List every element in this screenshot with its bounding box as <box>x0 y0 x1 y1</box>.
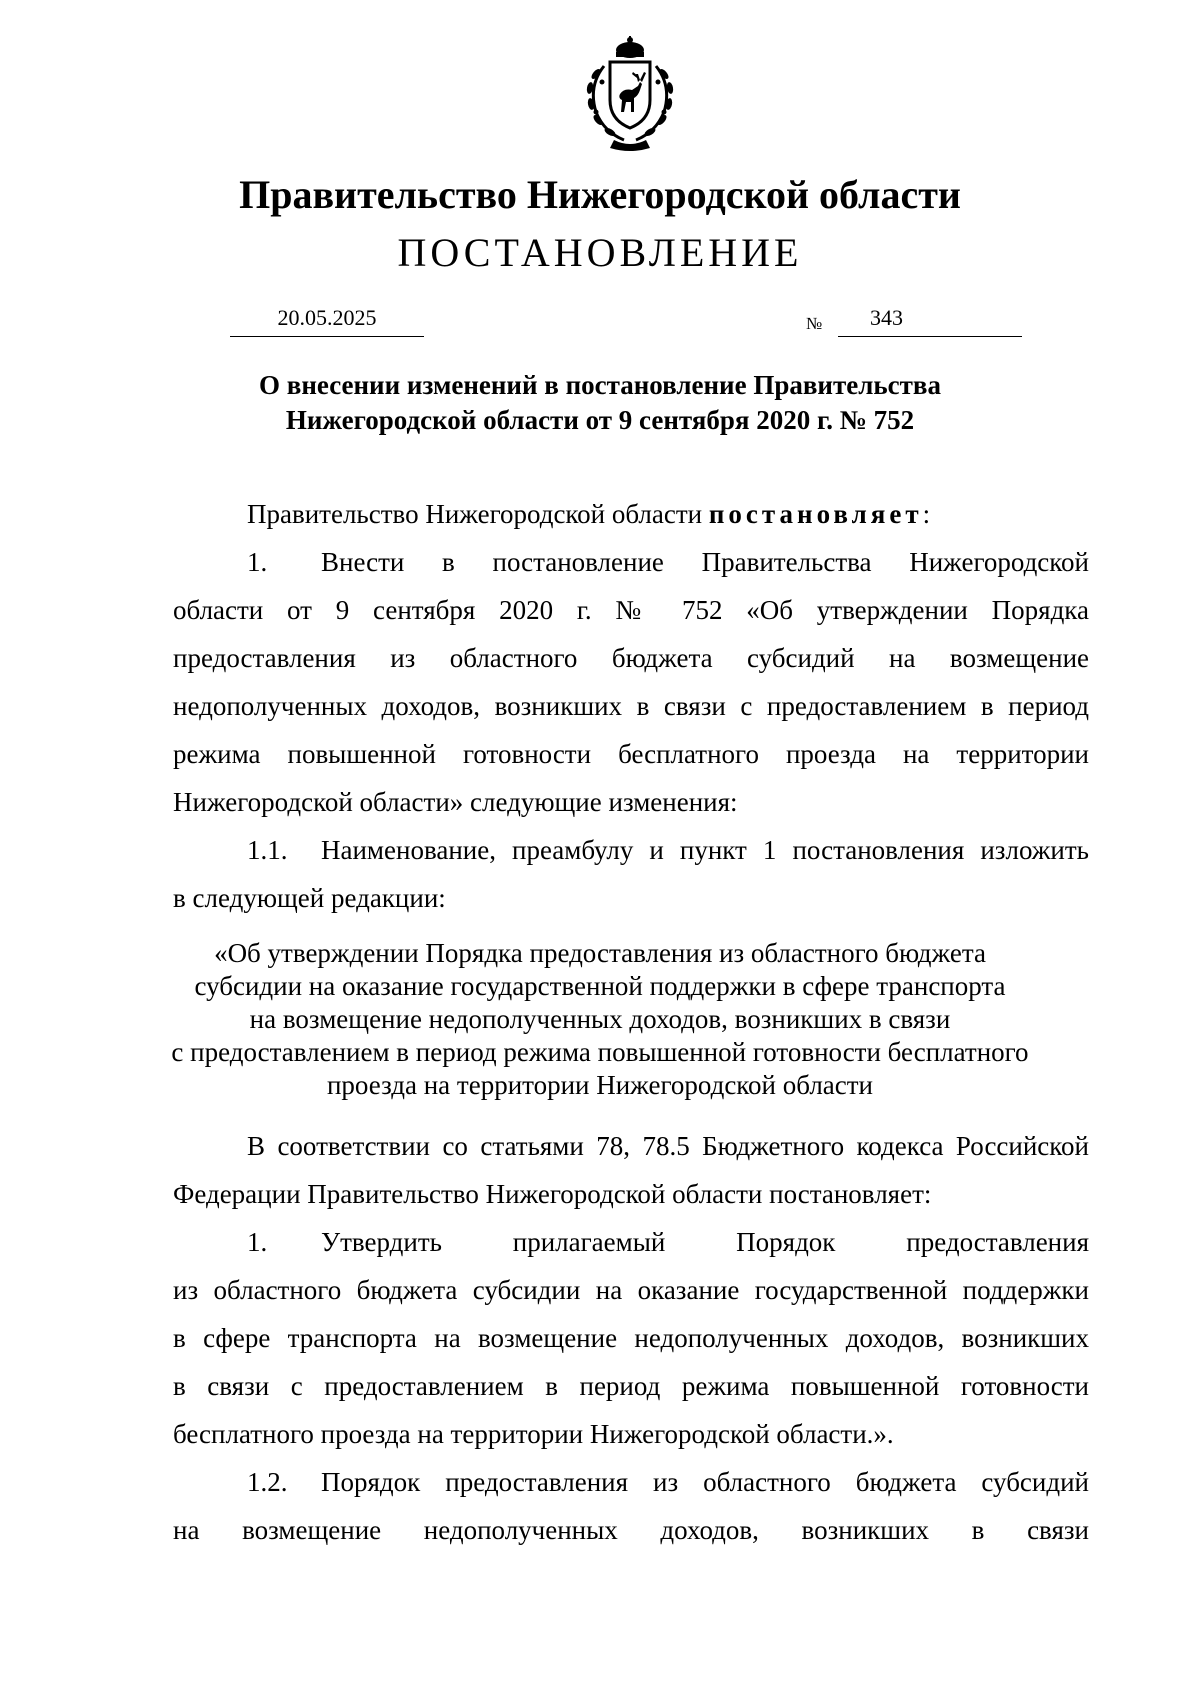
item-1-2-line: на возмещение недополученных доходов, возникших в связи <box>173 1515 1089 1545</box>
coat-of-arms-icon <box>574 36 686 152</box>
item-1-first-line <box>173 538 1089 586</box>
item-number: 1. <box>247 1227 268 1257</box>
item-1-line: Нижегородской области» следующие изменения: <box>173 787 738 817</box>
quoted-item-1-line: бесплатного проезда на территории Нижегородской области.». <box>173 1419 894 1449</box>
preamble-end: : <box>922 499 931 529</box>
preamble-paragraph <box>173 490 1089 538</box>
item-1-2-first-line <box>173 1458 1089 1506</box>
quoted-title-line: проезда на территории Нижегородской области <box>326 1070 874 1100</box>
item-text: Внести в постановление Правительства Нижегородской <box>321 547 1089 577</box>
document-kind: ПОСТАНОВЛЕНИЕ <box>397 230 803 275</box>
document-number: 343 <box>870 305 903 330</box>
decree-word: постановляет <box>708 499 923 529</box>
quoted-title-line: с предоставлением в период режима повышенной готовности бесплатного <box>171 1037 1029 1067</box>
document-date: 20.05.2025 <box>230 304 424 337</box>
government-name: Правительство Нижегородской области <box>239 172 961 217</box>
subject-line: Нижегородской области от 9 сентября 2020 г. № 752 <box>285 405 915 435</box>
quoted-title-line: «Об утверждении Порядка предоставления из областного бюджета <box>214 938 986 968</box>
body-section-top <box>173 490 1089 922</box>
item-1-1-line: в следующей редакции: <box>173 883 446 913</box>
item-text: Порядок предоставления из областного бюджета субсидий <box>321 1467 1089 1497</box>
quoted-title <box>0 937 1200 1102</box>
quoted-item-1-line: в сфере транспорта на возмещение недополученных доходов, возникших <box>173 1323 1089 1353</box>
quoted-item-1-line: из областного бюджета субсидии на оказание государственной поддержки <box>173 1275 1089 1305</box>
item-number: 1.1. <box>247 835 288 865</box>
quoted-item-1-line: в связи с предоставлением в период режима повышенной готовности <box>173 1371 1089 1401</box>
item-number: 1.2. <box>247 1467 288 1497</box>
item-1-1-first-line <box>173 826 1089 874</box>
document-number-field <box>838 304 1022 337</box>
item-1-line: недополученных доходов, возникших в связи с предоставлением в период <box>173 691 1089 721</box>
item-1-line: режима повышенной готовности бесплатного проезда на территории <box>173 739 1089 769</box>
subject-line: О внесении изменений в постановление Правительства <box>259 370 941 400</box>
document-subject <box>0 368 1200 438</box>
preamble-text: Правительство Нижегородской области <box>247 499 709 529</box>
item-number: 1. <box>247 547 268 577</box>
item-1-line: области от 9 сентября 2020 г. № 752 «Об утверждении Порядка <box>173 595 1089 625</box>
quoted-title-line: на возмещение недополученных доходов, возникших в связи <box>249 1004 951 1034</box>
quoted-item-1-first-line <box>173 1218 1089 1266</box>
quoted-preamble-line: В соответствии со статьями 78, 78.5 Бюджетного кодекса Российской <box>247 1131 1089 1161</box>
number-sign: № <box>806 314 823 333</box>
quoted-title-line: субсидии на оказание государственной поддержки в сфере транспорта <box>194 971 1006 1001</box>
item-text: Наименование, преамбулу и пункт 1 постановления изложить <box>321 835 1089 865</box>
body-section-bottom <box>173 1122 1089 1554</box>
quoted-preamble-line: Федерации Правительство Нижегородской области постановляет: <box>173 1179 932 1209</box>
item-text: Утвердить прилагаемый Порядок предоставления <box>321 1227 1089 1257</box>
item-1-line: предоставления из областного бюджета субсидий на возмещение <box>173 643 1089 673</box>
